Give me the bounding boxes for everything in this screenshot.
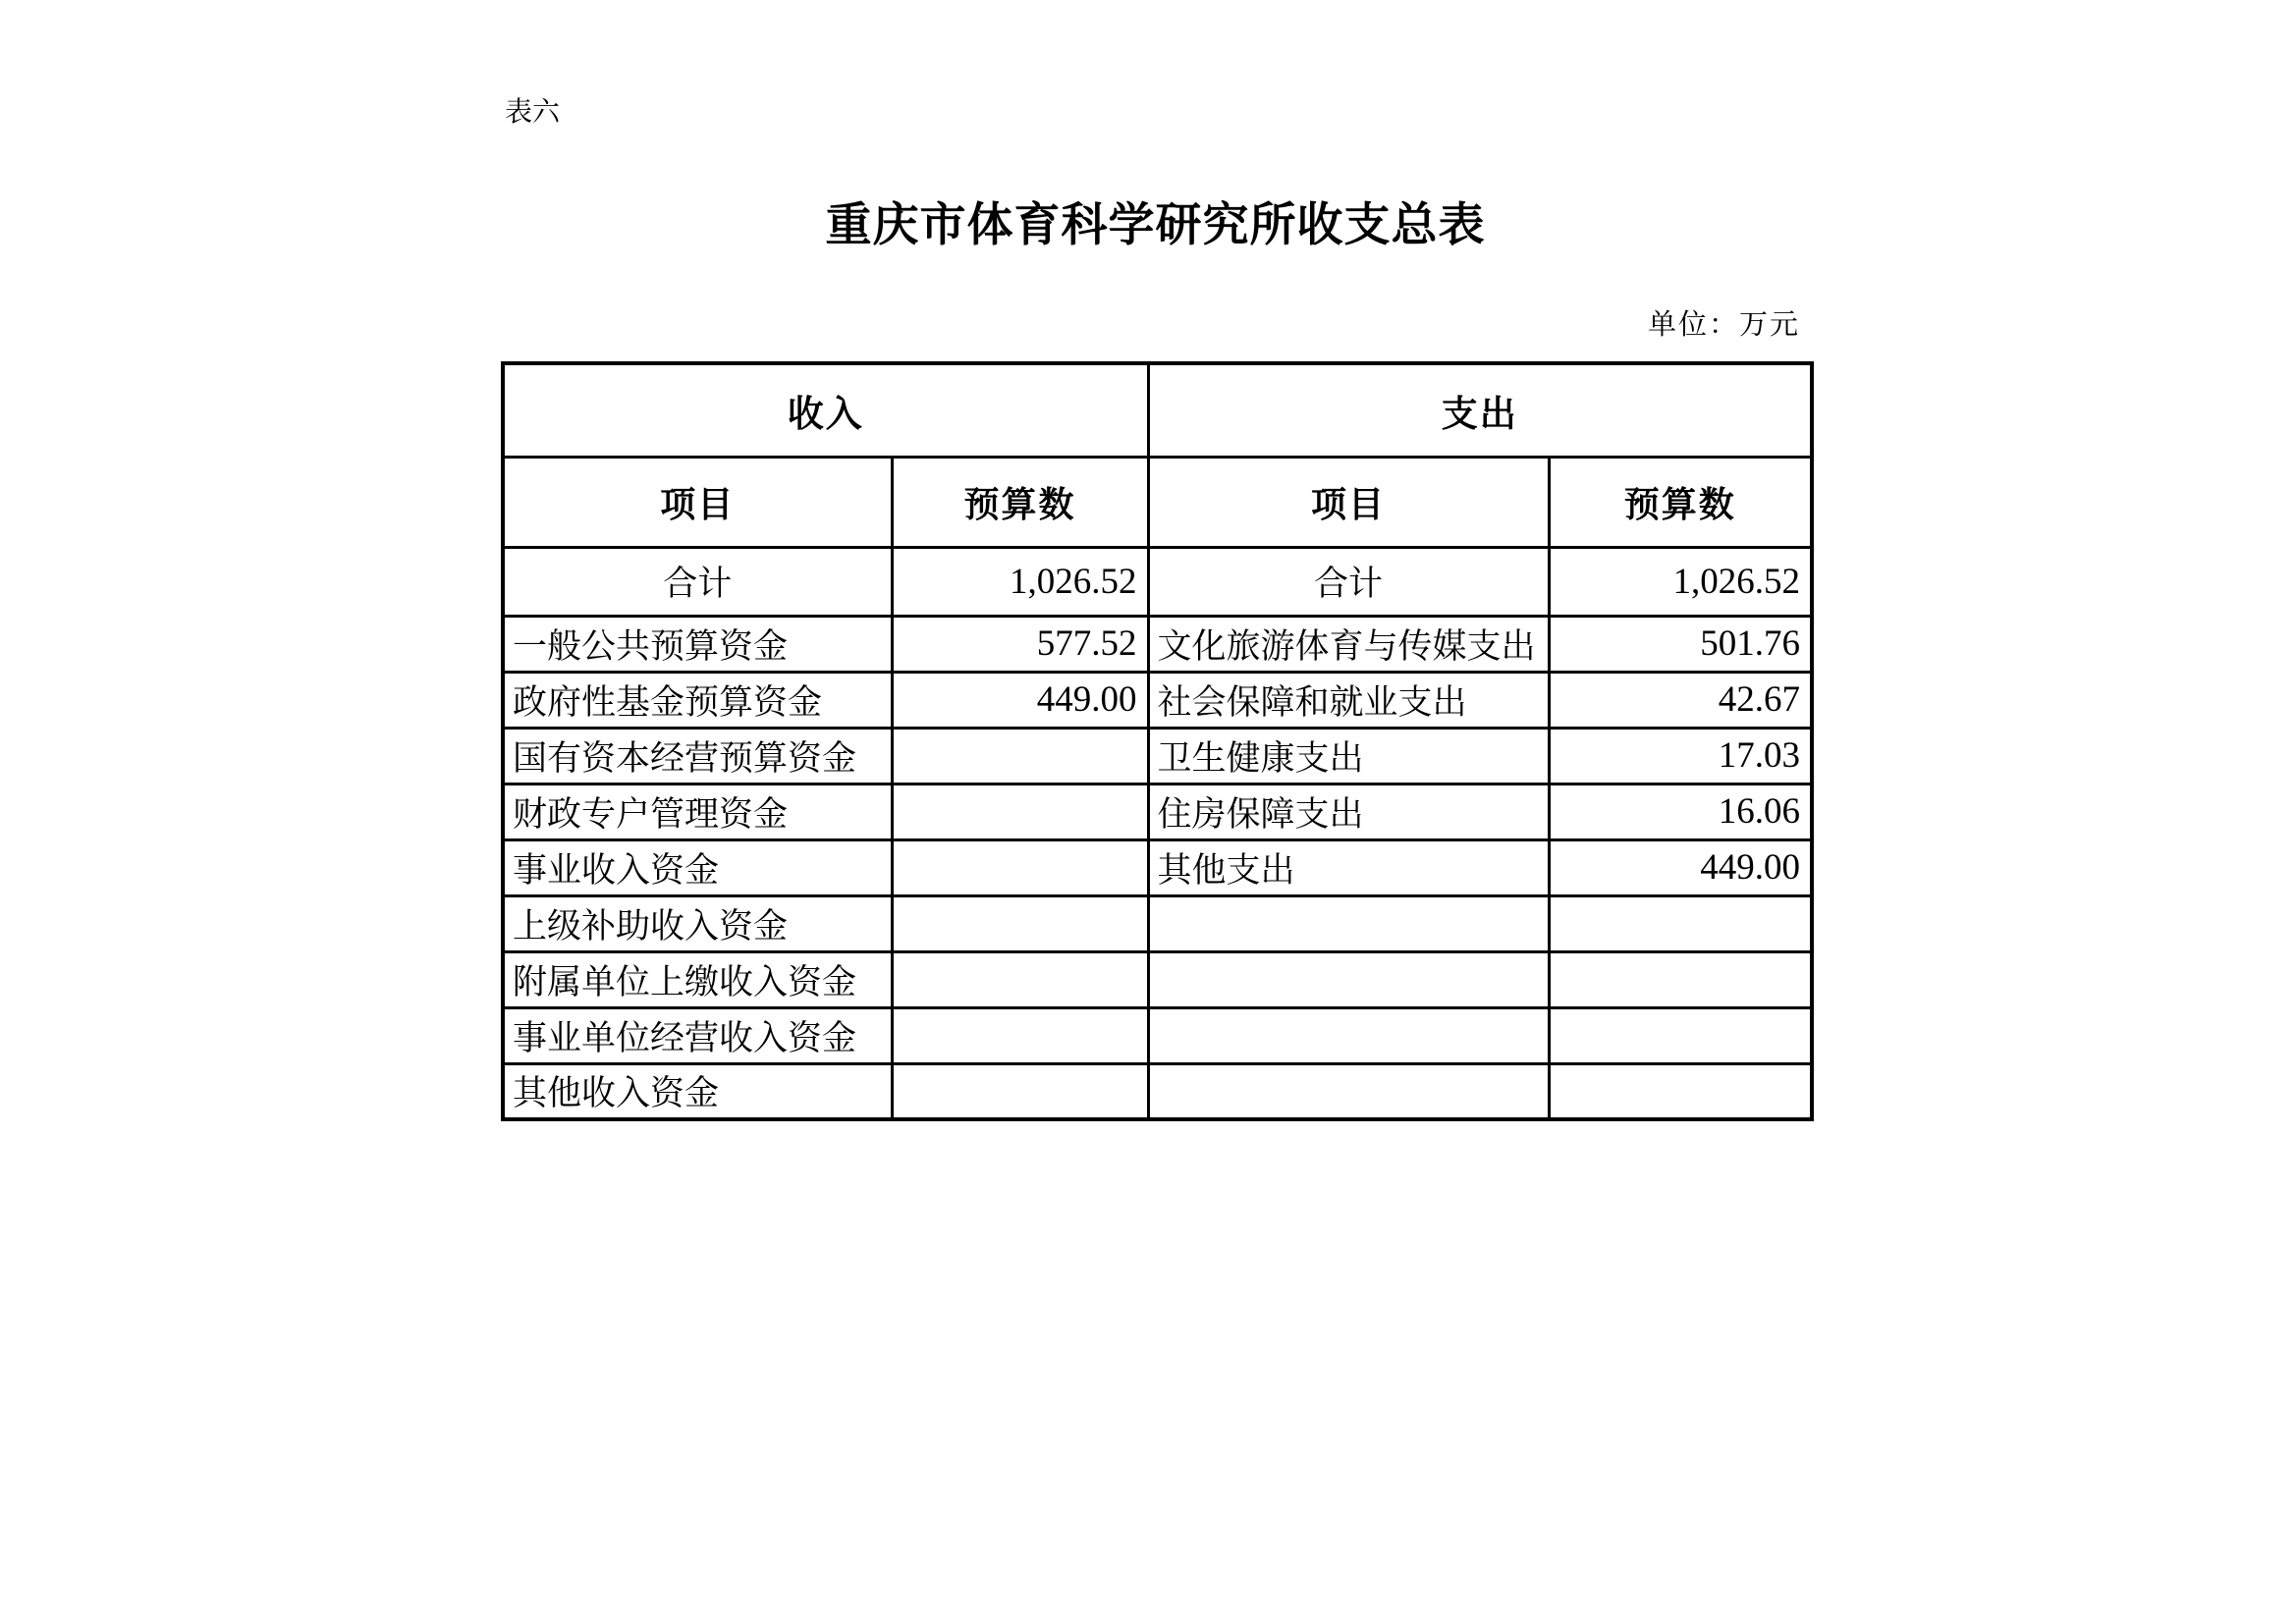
expense-item-cell: 文化旅游体育与传媒支出 — [1148, 616, 1549, 672]
expense-value-cell: 42.67 — [1549, 672, 1812, 728]
page-title: 重庆市体育科学研究所收支总表 — [825, 198, 1486, 250]
income-item-cell: 财政专户管理资金 — [503, 784, 892, 839]
income-item-cell: 事业收入资金 — [503, 839, 892, 895]
expense-item-cell — [1148, 951, 1549, 1007]
income-item-cell: 一般公共预算资金 — [503, 616, 892, 672]
table-row — [503, 672, 1812, 728]
income-value-cell — [892, 784, 1148, 839]
income-item-cell: 政府性基金预算资金 — [503, 672, 892, 728]
expense-value-cell — [1549, 1063, 1812, 1119]
income-item-cell: 其他收入资金 — [503, 1063, 892, 1119]
income-value-cell — [892, 895, 1148, 951]
income-item-cell: 上级补助收入资金 — [503, 895, 892, 951]
income-value-cell: 577.52 — [892, 616, 1148, 672]
expense-item-cell: 社会保障和就业支出 — [1148, 672, 1549, 728]
income-item-cell: 附属单位上缴收入资金 — [503, 951, 892, 1007]
expense-total-value: 1,026.52 — [1549, 547, 1812, 616]
expense-value-cell — [1549, 951, 1812, 1007]
expense-item-cell: 卫生健康支出 — [1148, 728, 1549, 784]
income-section-header: 收入 — [503, 363, 1148, 457]
expense-value-cell — [1549, 895, 1812, 951]
income-value-cell: 449.00 — [892, 672, 1148, 728]
table-number-label: 表六 — [505, 97, 561, 128]
unit-note: 单位：万元 — [1647, 309, 1800, 341]
expense-item-cell — [1148, 895, 1549, 951]
income-item-cell: 国有资本经营预算资金 — [503, 728, 892, 784]
expense-value-cell: 17.03 — [1549, 728, 1812, 784]
table-row — [503, 951, 1812, 1007]
income-total-value: 1,026.52 — [892, 547, 1148, 616]
table-row — [503, 784, 1812, 839]
income-value-cell — [892, 1063, 1148, 1119]
expense-total-label: 合计 — [1148, 547, 1549, 616]
income-total-label: 合计 — [503, 547, 892, 616]
income-item-header: 项目 — [503, 457, 892, 547]
table-row — [503, 616, 1812, 672]
expense-value-cell: 501.76 — [1549, 616, 1812, 672]
table-row — [503, 1007, 1812, 1063]
section-header-row — [503, 363, 1812, 457]
table-row — [503, 895, 1812, 951]
table-row — [503, 728, 1812, 784]
table-row — [503, 1063, 1812, 1119]
expense-item-header: 项目 — [1148, 457, 1549, 547]
table-row — [503, 839, 1812, 895]
income-budget-header: 预算数 — [892, 457, 1148, 547]
expense-value-cell: 16.06 — [1549, 784, 1812, 839]
expense-item-cell: 住房保障支出 — [1148, 784, 1549, 839]
expense-section-header: 支出 — [1148, 363, 1812, 457]
income-value-cell — [892, 839, 1148, 895]
expense-value-cell — [1549, 1007, 1812, 1063]
column-header-row — [503, 457, 1812, 547]
income-value-cell — [892, 951, 1148, 1007]
income-value-cell — [892, 1007, 1148, 1063]
income-item-cell: 事业单位经营收入资金 — [503, 1007, 892, 1063]
income-value-cell — [892, 728, 1148, 784]
expense-item-cell: 其他支出 — [1148, 839, 1549, 895]
expense-budget-header: 预算数 — [1549, 457, 1812, 547]
total-row — [503, 547, 1812, 616]
expense-item-cell — [1148, 1063, 1549, 1119]
expense-value-cell: 449.00 — [1549, 839, 1812, 895]
budget-table — [501, 361, 1814, 1121]
expense-item-cell — [1148, 1007, 1549, 1063]
